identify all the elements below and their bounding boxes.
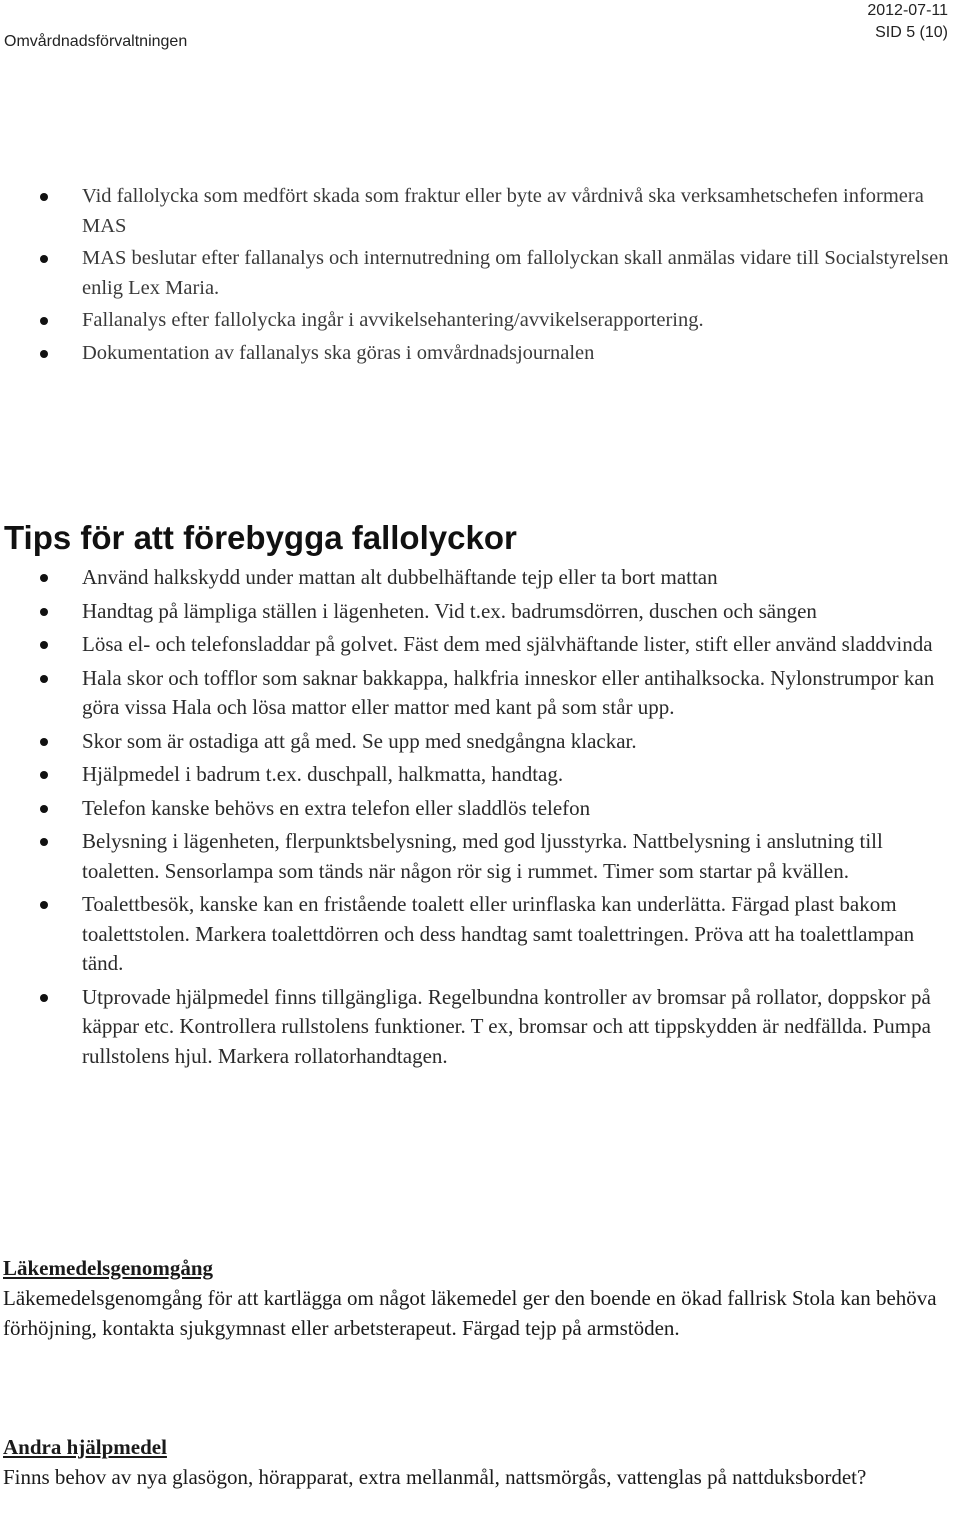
bullet-icon <box>40 994 48 1002</box>
bullet-icon <box>40 771 48 779</box>
list-item <box>0 244 950 303</box>
tips-heading: Tips för att förebygga fallolyckor <box>4 519 517 556</box>
list-item-text: MAS beslutar efter fallanalys och internutredning om fallolyckan skall anmälas vidare till Socialstyrelsen enlig Lex Maria. <box>82 247 949 299</box>
document-date: 2012-07-11 <box>867 2 948 19</box>
bullet-icon <box>40 805 48 813</box>
list-item-text: Vid fallolycka som medfört skada som fraktur eller byte av vårdnivå ska verksamhetschefen informera MAS <box>82 185 924 237</box>
bullet-icon <box>40 641 48 649</box>
list-item-text: Telefon kanske behövs en extra telefon eller sladdlös telefon <box>82 795 591 820</box>
bullet-icon <box>40 350 48 358</box>
list-item <box>0 182 950 241</box>
list-item-text: Utprovade hjälpmedel finns tillgängliga. Regelbundna kontroller av bromsar på rollator, doppskor på käppar etc. Kontrollera rullstolens funktioner. T ex, bromsar och att tippskydden är nedfällda. Pumpa rullstolens hjul. Markera rollatorhandtagen. <box>82 984 931 1068</box>
list-item-text: Dokumentation av fallanalys ska göras i omvårdnadsjournalen <box>82 341 595 364</box>
list-item-text: Hala skor och tofflor som saknar bakkappa, halkfria inneskor eller antihalksocka. Nylonstrumpor kan göra vissa Hala och lösa mattor eller mattor med kant på som står upp. <box>82 665 935 719</box>
bullet-icon <box>40 901 48 909</box>
list-item <box>0 306 950 336</box>
list-item-text: Handtag på lämpliga ställen i lägenheten. Vid t.ex. badrumsdörren, duschen och sängen <box>82 598 817 623</box>
header-meta <box>867 0 948 44</box>
bullet-icon <box>40 738 48 746</box>
list-item <box>0 827 950 886</box>
list-item-text: Skor som är ostadiga att gå med. Se upp med snedgångna klackar. <box>82 728 637 753</box>
section-text: Finns behov av nya glasögon, hörapparat, extra mellanmål, nattsmörgås, vattenglas på nattduksbordet? <box>3 1465 867 1489</box>
list-item-text: Belysning i lägenheten, flerpunktsbelysning, med god ljusstyrka. Nattbelysning i anslutning till toaletten. Sensorlampa som tänds när någon rör sig i rummet. Timer som startar på kvällen. <box>82 829 883 883</box>
bullet-icon <box>40 675 48 683</box>
bullet-icon <box>40 193 48 201</box>
bullet-icon <box>40 574 48 582</box>
list-item <box>0 760 950 790</box>
list-item <box>0 563 950 593</box>
section-title: Andra hjälpmedel <box>3 1435 167 1459</box>
other-aids-section <box>3 1432 958 1492</box>
list-item <box>0 630 950 660</box>
list-item-text: Lösa el- och telefonsladdar på golvet. Fäst dem med självhäftande lister, stift eller använd sladdvinda <box>82 632 933 656</box>
list-item <box>0 983 950 1072</box>
bullet-icon <box>40 317 48 325</box>
intro-bullet-list <box>0 182 950 371</box>
list-item-text: Toalettbesök, kanske kan en fristående toalett eller urinflaska kan underlätta. Färgad plast bakom toalettstolen. Markera toalettdörren och dess handtag samt toalettringen. Pröva att ha toalettlampan tänd. <box>82 892 915 975</box>
list-item-text: Fallanalys efter fallolycka ingår i avvikelsehantering/avvikelserapportering. <box>82 309 704 331</box>
section-title: Läkemedelsgenomgång <box>3 1256 213 1280</box>
medication-review-section <box>3 1253 958 1343</box>
page-number: SID 5 (10) <box>875 24 948 41</box>
section-text: Läkemedelsgenomgång för att kartlägga om något läkemedel ger den boende en ökad fallrisk Stola kan behöva förhöjning, kontakta sjukgymnast eller arbetsterapeut. Färgad tejp på armstöden. <box>3 1286 937 1340</box>
bullet-icon <box>40 608 48 616</box>
list-item <box>0 794 950 824</box>
list-item-text: Hjälpmedel i badrum t.ex. duschpall, halkmatta, handtag. <box>82 762 564 786</box>
bullet-icon <box>40 838 48 846</box>
organization-name: Omvårdnadsförvaltningen <box>4 33 188 50</box>
tips-bullet-list <box>0 563 950 1075</box>
list-item <box>0 664 950 723</box>
bullet-icon <box>40 255 48 263</box>
list-item <box>0 890 950 979</box>
list-item-text: Använd halkskydd under mattan alt dubbelhäftande tejp eller ta bort mattan <box>82 565 718 589</box>
list-item <box>0 339 950 369</box>
list-item <box>0 727 950 757</box>
list-item <box>0 597 950 627</box>
